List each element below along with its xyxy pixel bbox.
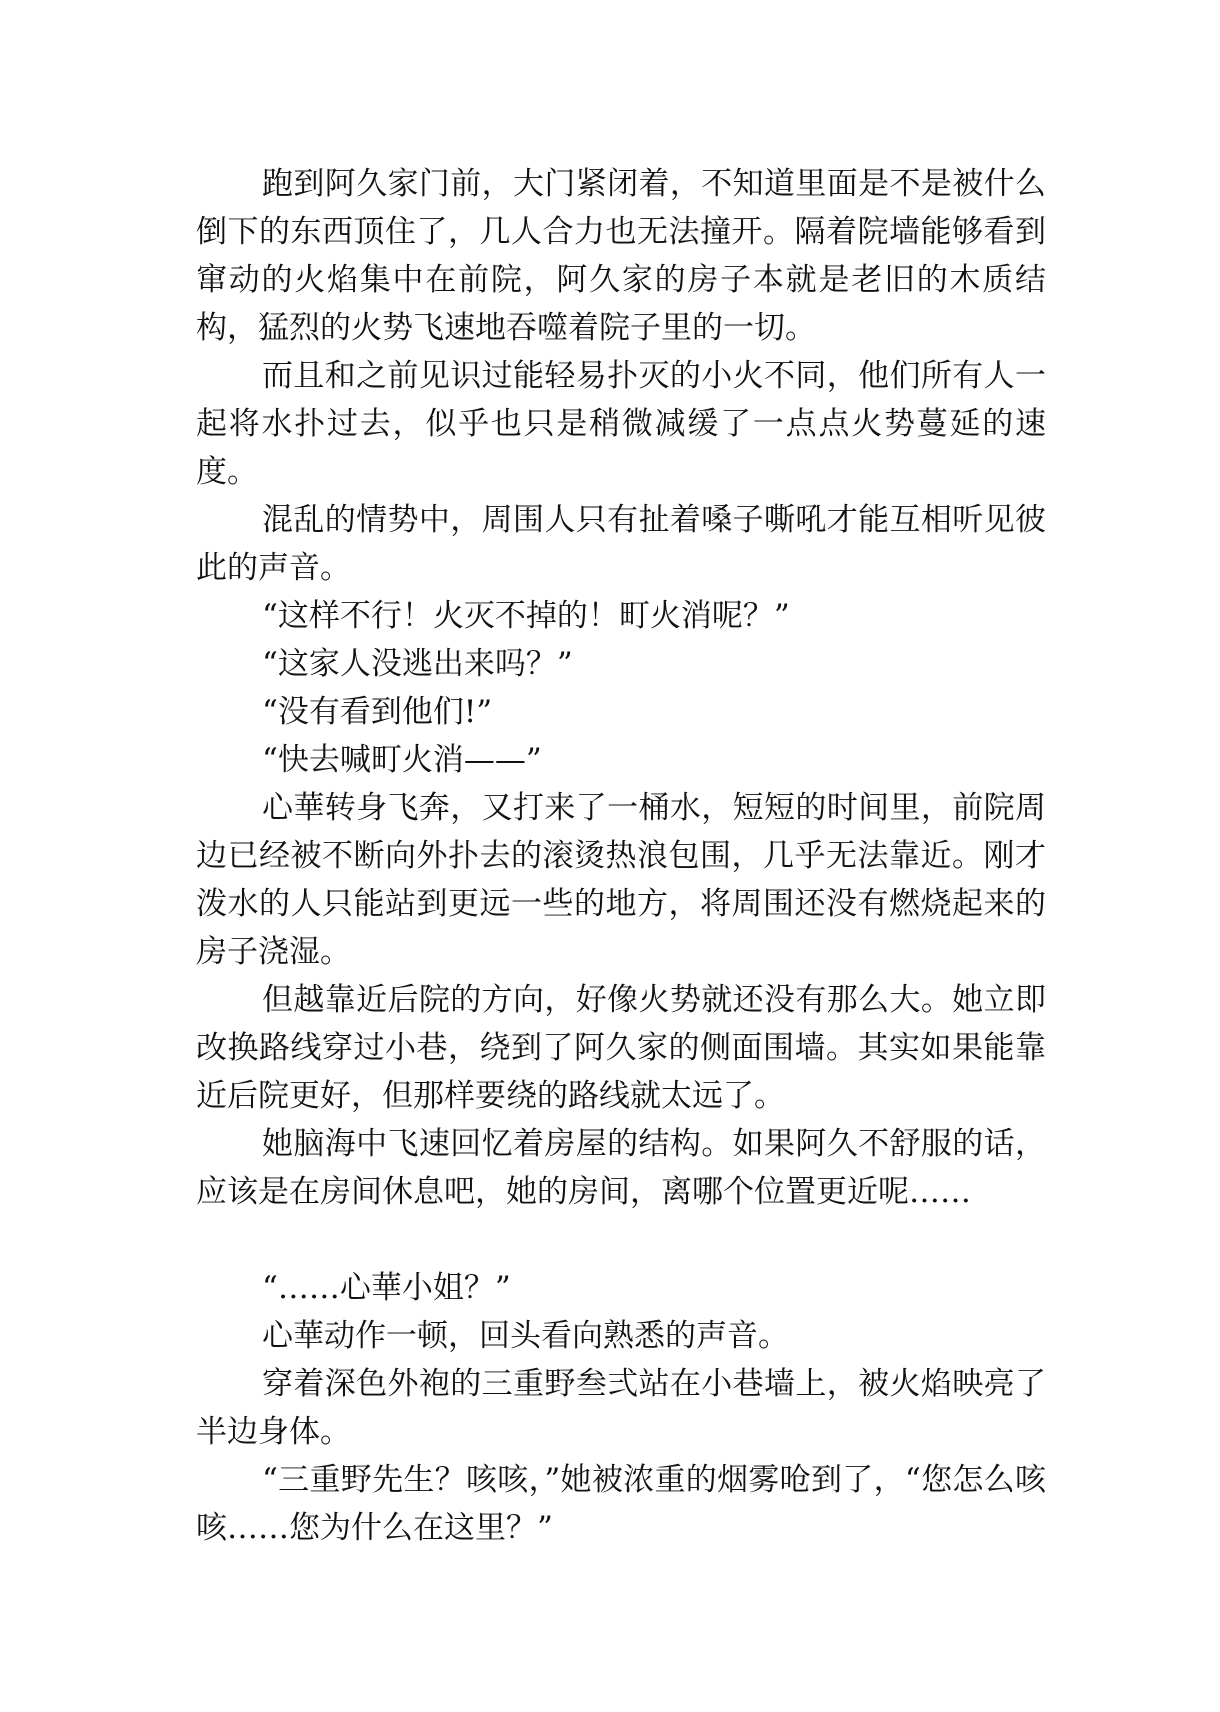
document-body: [196, 160, 1046, 1552]
section-break: [196, 1216, 1046, 1264]
paragraph: 跑到阿久家门前，大门紧闭着，不知道里面是不是被什么倒下的东西顶住了，几人合力也无法撞开。隔着院墙能够看到窜动的火焰集中在前院，阿久家的房子本就是老旧的木质结构，猛烈的火势飞速地吞噬着院子里的一切。: [196, 166, 1046, 346]
dialogue-line: “没有看到他们!”: [262, 694, 493, 730]
dialogue-line: “三重野先生？咳咳，”她被浓重的烟雾呛到了，“您怎么咳咳……您为什么在这里？”: [196, 1462, 1046, 1546]
dialogue-line: “快去喊町火消——”: [262, 742, 542, 778]
dialogue-line: “这家人没逃出来吗？”: [262, 646, 573, 682]
paragraph: 心華转身飞奔，又打来了一桶水，短短的时间里，前院周边已经被不断向外扑去的滚烫热浪包围，几乎无法靠近。刚才泼水的人只能站到更远一些的地方，将周围还没有燃烧起来的房子浇湿。: [196, 790, 1046, 970]
paragraph: 但越靠近后院的方向，好像火势就还没有那么大。她立即改换路线穿过小巷，绕到了阿久家的侧面围墙。其实如果能靠近后院更好，但那样要绕的路线就太远了。: [196, 982, 1046, 1114]
dialogue-line: “这样不行！火灭不掉的！町火消呢？”: [262, 598, 790, 634]
paragraph: 而且和之前见识过能轻易扑灭的小火不同，他们所有人一起将水扑过去，似乎也只是稍微减缓了一点点火势蔓延的速度。: [196, 358, 1046, 490]
paragraph: 混乱的情势中，周围人只有扯着嗓子嘶吼才能互相听见彼此的声音。: [196, 502, 1046, 586]
paragraph: 她脑海中飞速回忆着房屋的结构。如果阿久不舒服的话，应该是在房间休息吧，她的房间，离哪个位置更近呢……: [196, 1126, 1046, 1210]
dialogue-line: “……心華小姐？”: [262, 1270, 511, 1306]
paragraph: 心華动作一顿，回头看向熟悉的声音。: [262, 1318, 789, 1354]
paragraph: 穿着深色外袍的三重野叁弍站在小巷墙上，被火焰映亮了半边身体。: [196, 1366, 1046, 1450]
